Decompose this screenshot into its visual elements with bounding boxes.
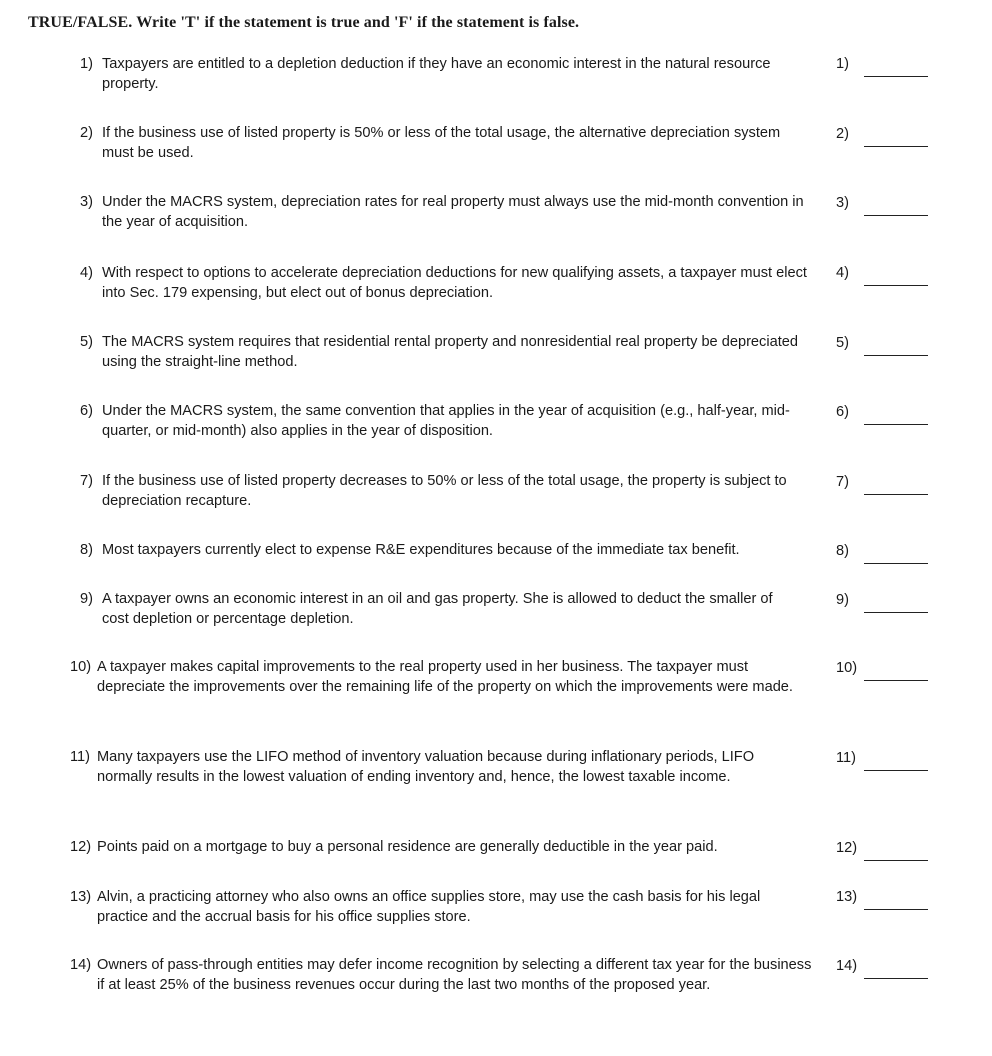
question-number: 1) <box>80 56 93 72</box>
question-text: Points paid on a mortgage to buy a personal residence are generally deductible in the year paid. <box>97 839 718 855</box>
answer-blank-5[interactable] <box>864 355 928 356</box>
question-3 <box>80 193 890 232</box>
answer-label-3: 3) <box>836 195 849 211</box>
question-text: Most taxpayers currently elect to expense R&E expenditures because of the immediate tax benefit. <box>102 542 740 558</box>
answer-label-13: 13) <box>836 889 858 905</box>
question-number: 8) <box>80 542 93 558</box>
answer-blank-11[interactable] <box>864 770 928 771</box>
question-13 <box>70 888 880 927</box>
question-text: With respect to options to accelerate depreciation deductions for new qualifying assets, a taxpayer must elect into Sec. 179 expensing, but elect out of bonus depreciation. <box>102 265 807 301</box>
question-text: If the business use of listed property is 50% or less of the total usage, the alternative depreciation system must be used. <box>102 125 781 161</box>
question-14 <box>70 956 880 995</box>
answer-blank-12[interactable] <box>864 860 928 861</box>
question-2 <box>80 124 890 163</box>
question-number: 12) <box>70 839 92 855</box>
answer-label-1: 1) <box>836 56 849 72</box>
question-text: A taxpayer makes capital improvements to the real property used in her business. The taxpayer must depreciate the improvements over the remaining life of the property on which the improvements were made. <box>97 659 793 695</box>
question-number: 4) <box>80 265 93 281</box>
answer-label-11: 11) <box>836 750 857 766</box>
answer-label-10: 10) <box>836 660 858 676</box>
question-text: Owners of pass-through entities may defer income recognition by selecting a different tax year for the business if at least 25% of the business revenues occur during the last two months of the proposed year. <box>97 957 812 993</box>
question-number: 13) <box>70 889 92 905</box>
answer-blank-3[interactable] <box>864 215 928 216</box>
question-text: Alvin, a practicing attorney who also owns an office supplies store, may use the cash basis for his legal practice and the accrual basis for his office supplies store. <box>97 889 761 925</box>
question-5 <box>80 333 890 372</box>
answer-label-12: 12) <box>836 840 858 856</box>
answer-blank-6[interactable] <box>864 424 928 425</box>
question-12 <box>70 838 880 858</box>
question-10 <box>70 658 880 697</box>
question-number: 11) <box>70 749 91 765</box>
question-number: 10) <box>70 659 92 675</box>
answer-label-2: 2) <box>836 126 849 142</box>
answer-label-7: 7) <box>836 474 849 490</box>
answer-label-8: 8) <box>836 543 849 559</box>
answer-blank-13[interactable] <box>864 909 928 910</box>
question-text: If the business use of listed property decreases to 50% or less of the total usage, the property is subject to depreciation recapture. <box>102 473 787 509</box>
answer-label-5: 5) <box>836 335 849 351</box>
question-text: Under the MACRS system, depreciation rates for real property must always use the mid-month convention in the year of acquisition. <box>102 194 804 230</box>
question-number: 5) <box>80 334 93 350</box>
question-7 <box>80 472 890 511</box>
answer-label-4: 4) <box>836 265 849 281</box>
answer-blank-8[interactable] <box>864 563 928 564</box>
answer-blank-14[interactable] <box>864 978 928 979</box>
question-number: 6) <box>80 403 93 419</box>
question-4 <box>80 264 890 303</box>
question-text: Many taxpayers use the LIFO method of inventory valuation because during inflationary periods, LIFO normally results in the lowest valuation of ending inventory and, hence, the lowest taxable income. <box>97 749 755 785</box>
question-number: 14) <box>70 957 92 973</box>
answer-blank-7[interactable] <box>864 494 928 495</box>
question-8 <box>80 541 890 561</box>
answer-blank-1[interactable] <box>864 76 928 77</box>
answer-blank-4[interactable] <box>864 285 928 286</box>
question-9 <box>80 590 890 629</box>
question-number: 2) <box>80 125 93 141</box>
question-1 <box>80 55 890 94</box>
answer-blank-9[interactable] <box>864 612 928 613</box>
question-number: 9) <box>80 591 93 607</box>
question-text: Under the MACRS system, the same convention that applies in the year of acquisition (e.g., half-year, mid-quarter, or mid-month) also applies in the year of disposition. <box>102 403 790 439</box>
question-text: Taxpayers are entitled to a depletion deduction if they have an economic interest in the natural resource property. <box>102 56 771 92</box>
question-11 <box>70 748 880 787</box>
instructions-heading: TRUE/FALSE. Write 'T' if the statement is true and 'F' if the statement is false. <box>28 14 580 31</box>
question-number: 7) <box>80 473 93 489</box>
question-text: The MACRS system requires that residential rental property and nonresidential real property be depreciated using the straight-line method. <box>102 334 798 370</box>
question-text: A taxpayer owns an economic interest in an oil and gas property. She is allowed to deduct the smaller of cost depletion or percentage depletion. <box>102 591 773 627</box>
answer-label-9: 9) <box>836 592 849 608</box>
answer-blank-10[interactable] <box>864 680 928 681</box>
answer-blank-2[interactable] <box>864 146 928 147</box>
question-number: 3) <box>80 194 93 210</box>
answer-label-6: 6) <box>836 404 849 420</box>
answer-label-14: 14) <box>836 958 858 974</box>
question-6 <box>80 402 890 441</box>
